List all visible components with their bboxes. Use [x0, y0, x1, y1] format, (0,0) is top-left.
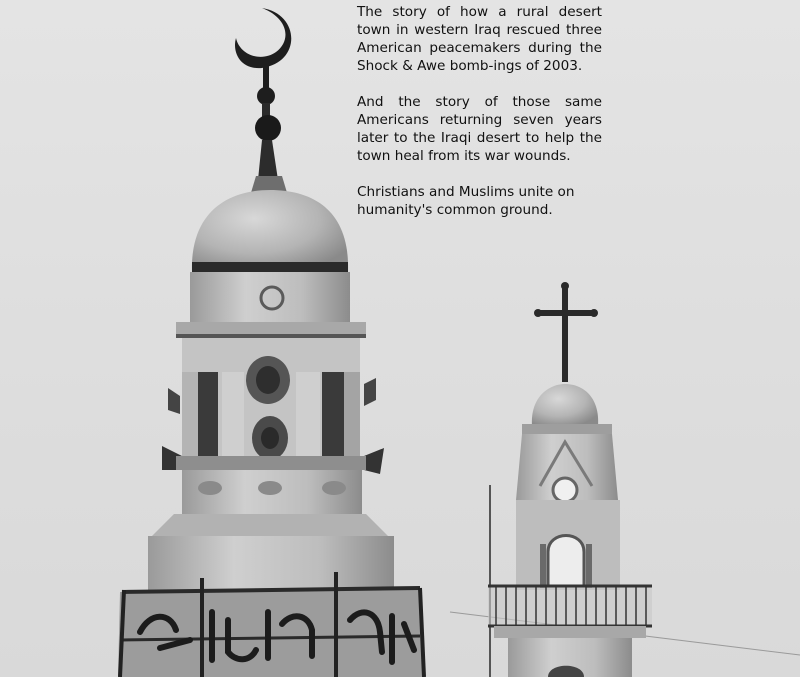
- cross-icon: [534, 282, 598, 382]
- story-text: [357, 3, 602, 237]
- story-paragraph-1: The story of how a rural desert town in western Iraq rescued three American peacemakers during the Shock & Awe bomb-ings of 2003.: [357, 4, 602, 74]
- story-paragraph-2: And the story of those same Americans returning seven years later to the Iraqi desert to help the town heal from its war wounds.: [357, 94, 602, 164]
- bell-tower: [488, 282, 652, 677]
- crescent-icon: [235, 8, 291, 196]
- dome: [192, 190, 348, 272]
- story-paragraph-3: Christians and Muslims unite on humanity's common ground.: [357, 184, 575, 218]
